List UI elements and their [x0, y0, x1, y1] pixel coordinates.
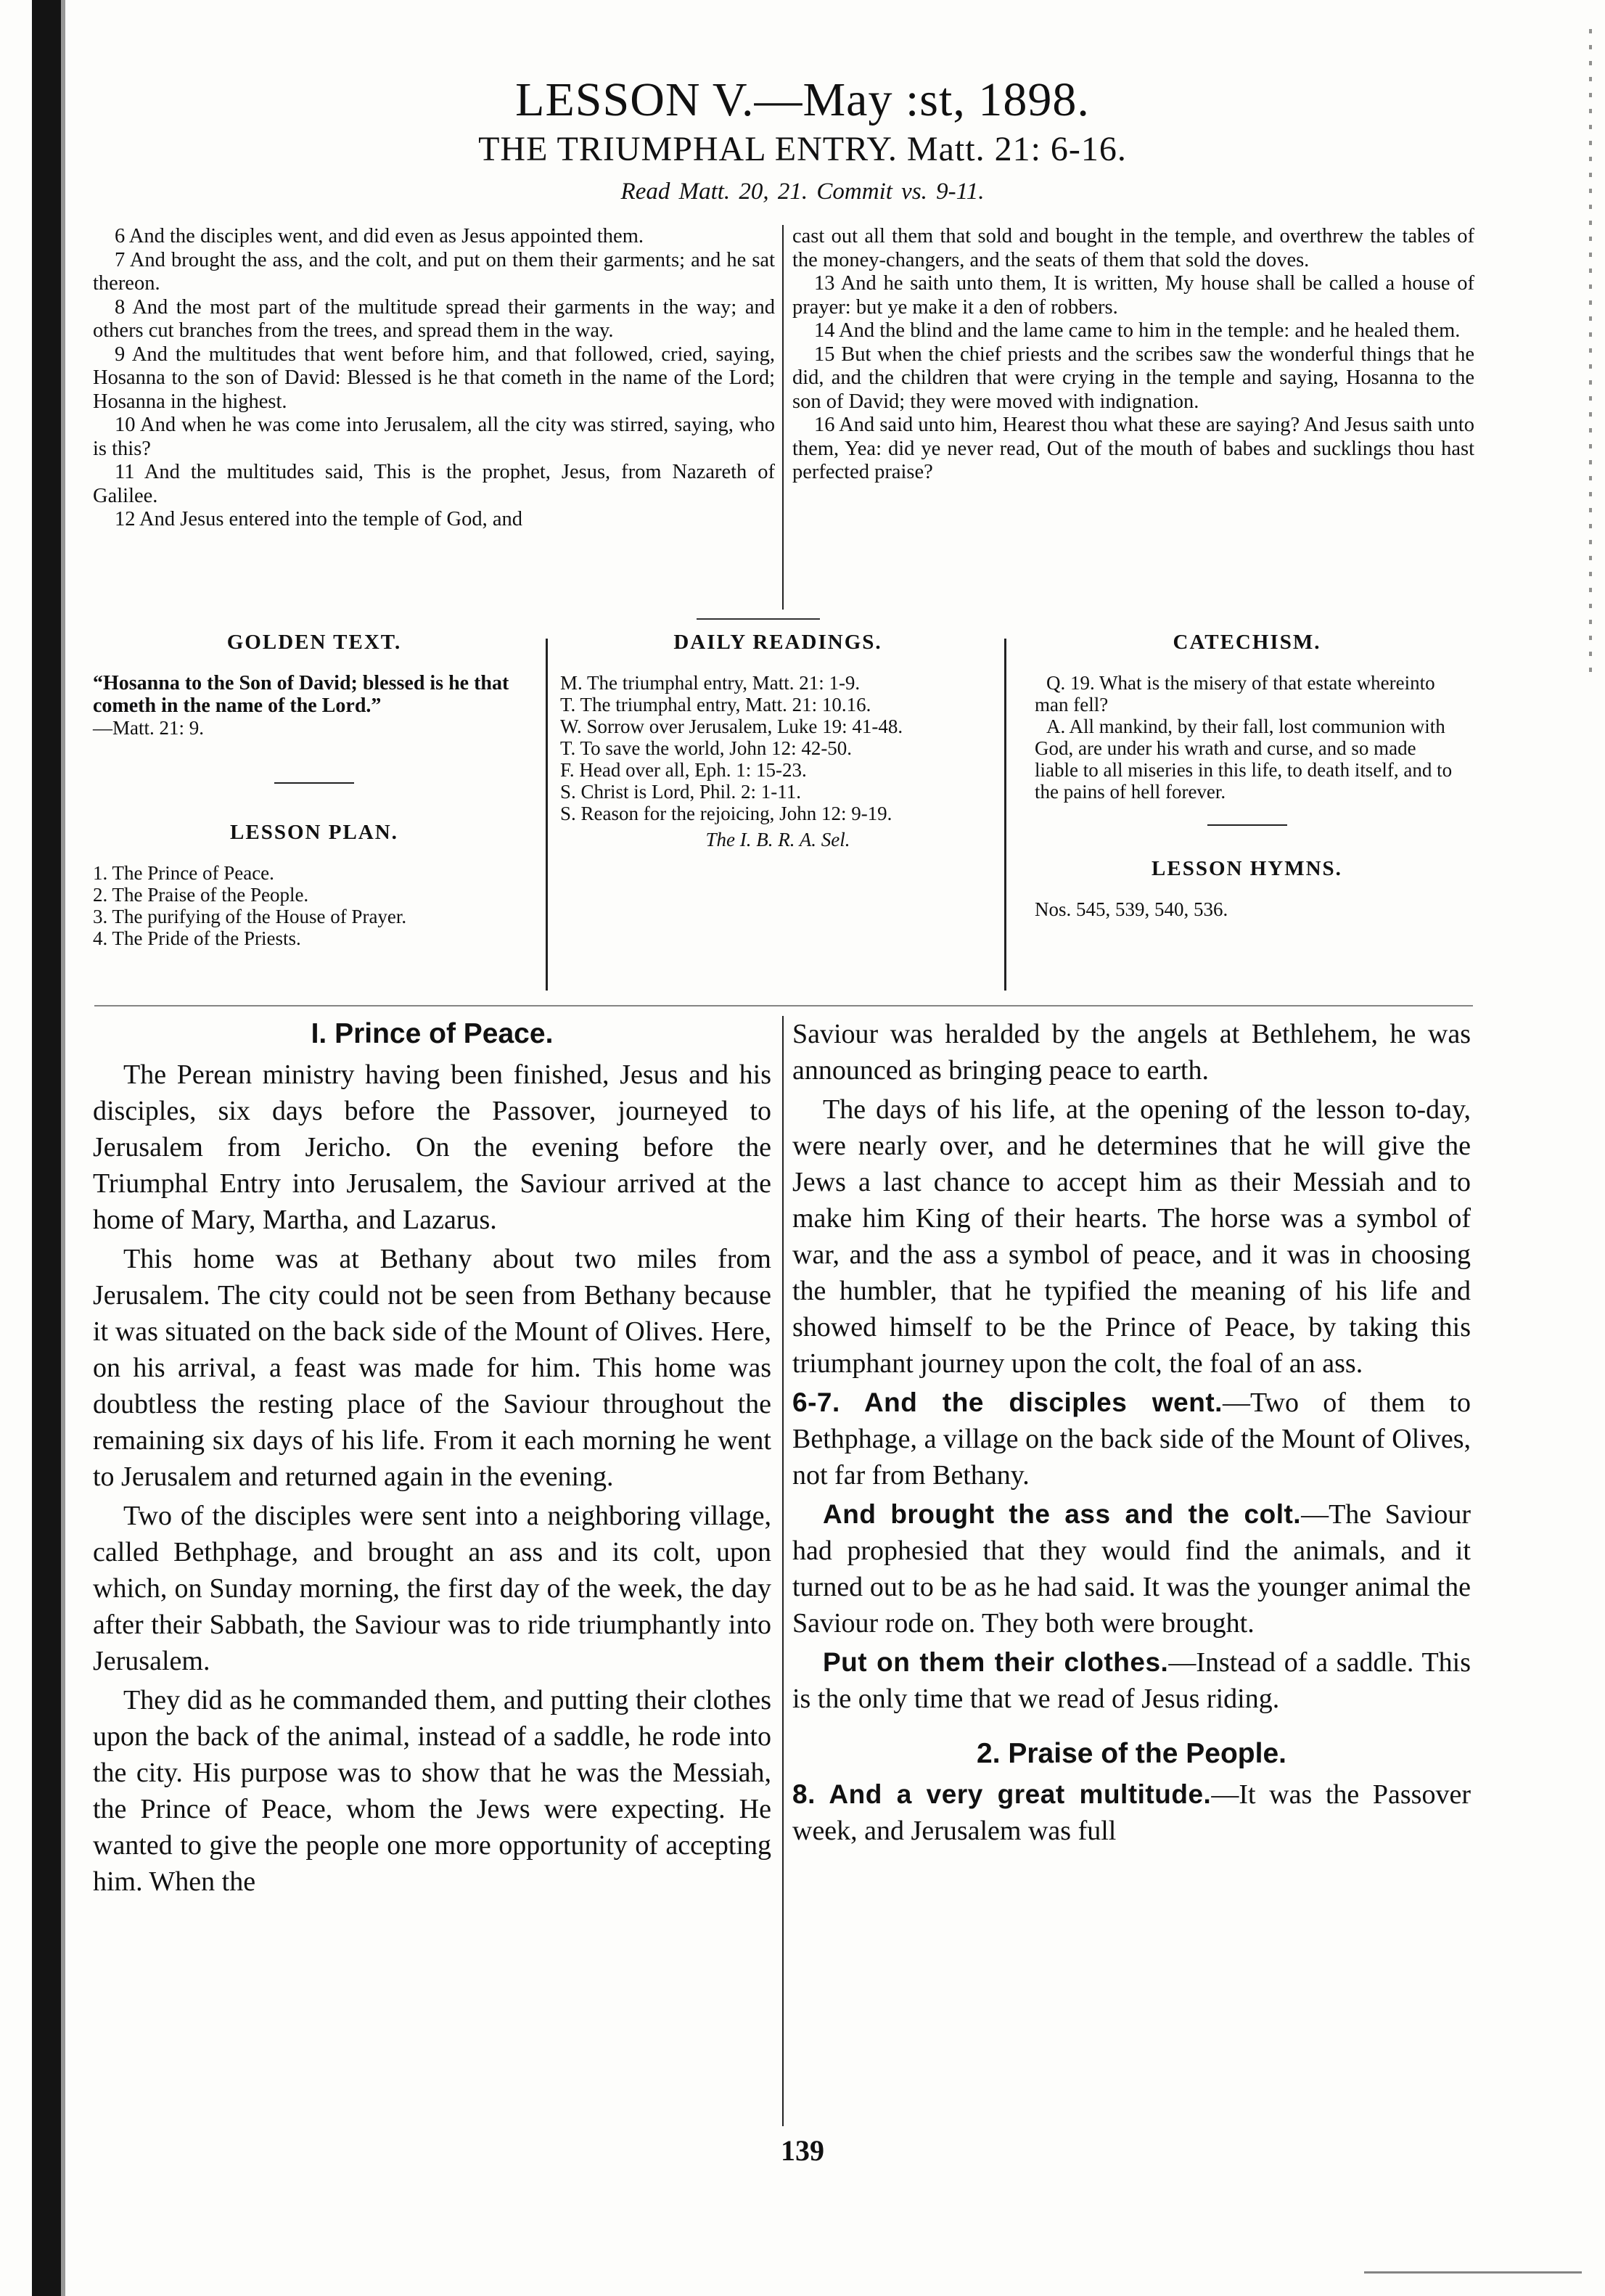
section-heading: I. Prince of Peace.	[311, 1018, 554, 1049]
box-rule	[1207, 824, 1287, 826]
verse: 10 And when he was come into Jerusalem, all the city was stirred, saying, who is this?	[93, 414, 775, 460]
verse: 16 And said unto him, Hearest thou what these are saying? And Jesus saith unto them, Yea: did ye never read, Out of the mouth of babes and sucklings thou hast perfected praise?	[792, 414, 1474, 483]
page-binding-edge	[32, 0, 61, 2296]
corner-rule	[1364, 2271, 1582, 2274]
scripture-divider	[782, 225, 784, 610]
paragraph: This home was at Bethany about two miles from Jerusalem. The city could not be seen from Bethany because it was situated on the back side of the Mount of Olives. Here, on his arrival, a feast was made for him. This home was doubtless the resting place of the Saviour throughout the remaining six days of his life. From it each morning he went to Jerusalem and returned again in the evening.	[93, 1244, 771, 1492]
hymns-title: LESSON HYMNS.	[1152, 857, 1342, 880]
verse-lead: Put on them their clothes.	[823, 1647, 1169, 1677]
reading-item: T. The triumphal entry, Matt. 21: 10.16.	[560, 694, 871, 716]
golden-text-ref: —Matt. 21: 9.	[93, 717, 204, 739]
golden-text-title: GOLDEN TEXT.	[226, 631, 402, 654]
golden-text-box	[93, 631, 535, 949]
lesson-plan-item: 2. The Praise of the People.	[93, 884, 309, 906]
catechism-question: Q. 19. What is the misery of that estate whereinto man fell?	[1035, 672, 1435, 716]
catechism-answer: A. All mankind, by their fall, lost communion with God, are under his wrath and curse, and so made liable to all miseries in this life, to death itself, and to the pains of hell forever.	[1035, 716, 1453, 803]
column-divider	[782, 1016, 784, 2126]
paragraph: Two of the disciples were sent into a neighboring village, called Bethphage, and brought an ass and its colt, upon which, on Sunday morning, the first day of the week, the day after their Sabbath, the Saviour was to ride triumphantly into Jerusalem.	[93, 1501, 771, 1676]
readings-selection: The I. B. R. A. Sel.	[705, 829, 850, 850]
verse-note: —Instead of a saddle. This is the only time that we read of Jesus riding.	[792, 1647, 1471, 1714]
verse: 13 And he saith unto them, It is written, My house shall be called a house of prayer: but ye make it a den of robbers.	[792, 272, 1474, 319]
lesson-heading: LESSON V.—May :st, 1898.	[515, 73, 1090, 126]
daily-readings-title: DAILY READINGS.	[673, 631, 882, 654]
paragraph: The days of his life, at the opening of the lesson to-day, were nearly over, and he determines that he will give the Jews a last chance to accept him as their Messiah and to make him King of their hearts. The horse was a symbol of war, and the ass a symbol of peace, and it was in choosing the humbler, that he typified the meaning of his life and showed himself to be the Prince of Peace, by taking this triumphant journey upon the colt, the foal of an ass.	[792, 1094, 1471, 1379]
verse: 14 And the blind and the lame came to him in the temple: and he healed them.	[814, 319, 1461, 342]
paragraph: The Perean ministry having been finished, Jesus and his disciples, six days before the Passover, journeyed to Jerusalem from Jericho. On the evening before the Triumphal Entry into Jerusalem, the Saviour arrived at the home of Mary, Martha, and Lazarus.	[93, 1059, 771, 1235]
paragraph	[792, 1385, 1471, 1493]
paragraph: They did as he commanded them, and putting their clothes upon the back of the animal, instead of a saddle, he rode into the city. His purpose was to show that he was the Messiah, the Prince of Peace, whom the Jews were expecting. He wanted to give the people one more opportunity of accepting him. When the	[93, 1685, 771, 1897]
verse: 6 And the disciples went, and did even as Jesus appointed them.	[115, 225, 644, 247]
reading-item: M. The triumphal entry, Matt. 21: 1-9.	[560, 672, 861, 694]
commentary-left-column	[93, 1016, 771, 1903]
commentary-right-column	[792, 1016, 1471, 1852]
lesson-plan-item: 1. The Prince of Peace.	[93, 862, 274, 884]
verse: 7 And brought the ass, and the colt, and put on them their garments; and he sat thereon.	[93, 248, 775, 295]
reading-assignment: Read Matt. 20, 21. Commit vs. 9-11.	[620, 179, 985, 205]
section-rule	[94, 1005, 1473, 1006]
verse: 11 And the multitudes said, This is the prophet, Jesus, from Nazareth of Galilee.	[93, 461, 775, 507]
paragraph	[792, 1496, 1471, 1641]
catechism-title: CATECHISM.	[1173, 631, 1321, 654]
verse: cast out all them that sold and bought in the temple, and overthrew the tables of the money-changers, and the seats of them that sold the doves.	[792, 225, 1474, 271]
verse-lead: 6-7. And the disciples went.	[792, 1387, 1223, 1417]
reading-item: W. Sorrow over Jerusalem, Luke 19: 41-48.	[560, 716, 903, 737]
paragraph: Saviour was heralded by the angels at Bethlehem, he was announced as bringing peace to earth.	[792, 1019, 1471, 1086]
catechism-box	[1035, 631, 1459, 920]
verse: 12 And Jesus entered into the temple of God, and	[115, 508, 522, 530]
verse: 9 And the multitudes that went before him, and that followed, cried, saying, Hosanna to the son of David: Blessed is he that cometh in the name of the Lord; Hosanna in the highest.	[93, 343, 775, 413]
verse-lead: 8. And a very great multitude.	[792, 1779, 1212, 1809]
lesson-plan-item: 4. The Pride of the Priests.	[93, 927, 301, 949]
verse-note: —The Saviour had prophesied that they would find the animals, and it turned out to be as he had said. It was the younger animal the Saviour rode on. They both were brought.	[792, 1499, 1471, 1639]
lesson-plan-item: 3. The purifying of the House of Prayer.	[93, 906, 407, 927]
hymn-numbers: Nos. 545, 539, 540, 536.	[1035, 898, 1228, 920]
lesson-title: THE TRIUMPHAL ENTRY. Matt. 21: 6-16.	[478, 130, 1127, 168]
verse: 15 But when the chief priests and the scribes saw the wonderful things that he did, and the children that were crying in the temple and saying, Hosanna to the son of David; they were moved with indignation.	[792, 343, 1474, 413]
reading-item: S. Christ is Lord, Phil. 2: 1-11.	[560, 781, 802, 803]
verse: 8 And the most part of the multitude spread their garments in the way; and others cut branches from the trees, and spread them in the way.	[93, 295, 775, 342]
paragraph	[792, 1644, 1471, 1717]
scripture-left-column	[93, 225, 775, 532]
page-number: 139	[781, 2134, 824, 2167]
box-divider	[546, 639, 548, 991]
golden-text-quote: “Hosanna to the Son of David; blessed is he that cometh in the name of the Lord.”	[93, 672, 509, 717]
scripture-right-column	[792, 225, 1474, 485]
reading-item: T. To save the world, John 12: 42-50.	[560, 737, 853, 759]
paragraph	[792, 1776, 1471, 1849]
page-binding-shadow	[61, 0, 65, 2296]
verse-note: —It was the Passover week, and Jerusalem was full	[792, 1779, 1471, 1846]
verse-note: —Two of them to Bethphage, a village on the back side of the Mount of Olives, not far from Bethany.	[792, 1387, 1471, 1491]
reading-item: F. Head over all, Eph. 1: 15-23.	[560, 759, 807, 781]
section-rule	[697, 618, 820, 620]
verse-lead: And brought the ass and the colt.	[823, 1499, 1302, 1529]
daily-readings-box	[560, 631, 996, 850]
section-heading: 2. Praise of the People.	[977, 1738, 1286, 1769]
box-rule	[274, 782, 354, 784]
box-divider	[1004, 639, 1006, 991]
reading-item: S. Reason for the rejoicing, John 12: 9-19.	[560, 803, 892, 824]
lesson-plan-title: LESSON PLAN.	[230, 821, 398, 844]
